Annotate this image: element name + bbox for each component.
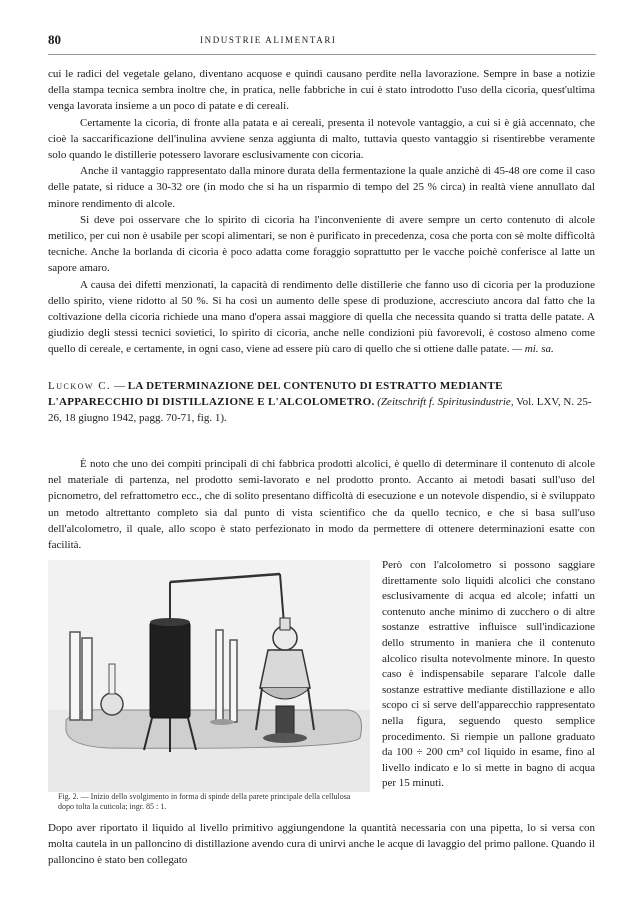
article-source-journal: (Zeitschrift f. Spiritusindustrie, xyxy=(377,396,514,408)
bottom-paragraph: Dopo aver riportato il liquido al livello primitivo aggiungendone la quantità necessaria con una pipetta, lo si versa con molta cautela in un palloncino di distillazione avendo cura di unirvi anche le acque di lavaggio del primo pallone. Quando il palloncino è stato ben collegato xyxy=(48,822,595,867)
paragraph-text: A causa dei difetti menzionati, la capacità di rendimento delle distillerie che fanno uso di cicoria per la produzione dello spirito, viene ridotto al 50 %. Si ha così un aumento delle spese di produzione, accresciuto ancora dal fatto che la coltivazione della cicoria richiede una mano d'opera assai maggiore di quella che necessita quando si tratta delle patate. A giudizio degli stessi tecnici sovietici, lo spirito di cicoria, anche nelle condizioni più favorevoli, è costoso almeno come quello di cereale, e certamente, in ogni caso, viene ad essere più caro di quello che si ottiene dalle patate. xyxy=(48,278,595,356)
header-rule xyxy=(48,54,596,55)
intro-paragraph: È noto che uno dei compiti principali di chi fabbrica prodotti alcolici, è quello di determinare il contenuto di alcole nel materiale di partenza, nel prodotto semi-lavorato e nel prodotto pronto. Accanto ai metodi basati sull'uso del picnometro, del refrattometro ecc., che di solito presentano difficoltà di esecuzione e un notevole dispendio, si è sviluppato un metodo altrettanto completo sia dal punto di vista scientifico che da quello tecnico, e che si basa sull'uso dell'alcolometro, il quale, allo scopo è stato perfezionato in modo da permettere di ottenere determinazioni esatte con facilità. xyxy=(48,458,595,552)
article-intro xyxy=(48,456,595,553)
article-source-details: Vol. LXV, N. 25-26, 18 giugno 1942, pagg. 70-71, fig. 1). xyxy=(48,396,592,424)
article-title: LA DETERMINAZIONE DEL CONTENUTO DI ESTRATTO MEDIANTE L'APPARECCHIO DI DISTILLAZIONE E L'ALCOLOMETRO. xyxy=(48,380,503,408)
prev-article-text xyxy=(48,66,595,358)
article-side-column xyxy=(382,558,595,792)
paragraph-last xyxy=(48,277,595,358)
paragraph: Si deve poi osservare che lo spirito di cicoria ha l'inconveniente di avere sempre un certo contenuto di alcole metilico, per cui non è usabile per scopi alimentari, se non è purificato in precedenza, cosa che porta con sè molte difficoltà tecniche. Anche la borlanda di cicoria è poco adatta come foraggio soprattutto per le vacche poichè conferisce al latte un sapore amaro. xyxy=(48,213,595,275)
article-author: Luckow C. xyxy=(48,380,112,392)
article-heading xyxy=(48,378,595,426)
figure-illustration xyxy=(48,560,370,792)
paragraph: Anche il vantaggio rappresentato dalla minore durata della fermentazione la quale anzichè di 45-48 ore come il caso delle patate, si riduce a 30-32 ore (in modo che si ha un risparmio di tempo del 25 % circa) in realtà viene annullato dal minore rendimento di alcole. xyxy=(48,165,595,210)
distillation-apparatus-figure xyxy=(48,560,370,792)
article-bottom-text xyxy=(48,820,595,869)
running-title: INDUSTRIE ALIMENTARI xyxy=(200,35,337,45)
page-number: 80 xyxy=(48,32,61,47)
paragraph: Certamente la cicoria, di fronte alla patata e ai cereali, presenta il notevole vantaggio, a cui si è già accennato, che cioè la saccarificazione dell'inulina avviene senza aggiunta di malto, tuttavia questo vantaggio si risentirebbe veramente solo quando le distillerie potessero lavorare esclusivamente con cicoria. xyxy=(48,116,595,162)
heading-dash: — xyxy=(111,380,128,392)
signature: — mi. sa. xyxy=(512,343,554,356)
paragraph: cui le radici del vegetale gelano, diventano acquose e quindi causano perdite nella lavorazione. Sempre in base a notizie della stampa tecnica sembra inoltre che, in pratica, nelle fabbriche in cui è stato introdotto l'uso della cicoria, quest'ultima venga lavorata insieme a un poco di patate e di cereali. xyxy=(48,68,595,113)
side-paragraph: Però con l'alcolometro si possono saggiare direttamente solo liquidi alcolici che constano esclusivamente di acqua ed alcole; infatti un contenuto anche minimo di zucchero o di altre sostanze estrattive influisce sull'indicazione dello strumento in maniera che il contenuto alcolico risulta notevolmente minore. In questo caso è indispensabile separare l'alcole dalle sostanze estrattive mediante distillazione e allo scopo ci si serve dell'apparecchio rappresentato nella figura, seguendo questo semplice procedimento. Si riempie un pallone graduato da 100 ÷ 200 cm³ col liquido in esame, fino al livello indicato e lo si mette in bagno di acqua per 15 minuti. xyxy=(382,559,595,790)
figure-caption: Fig. 2. — Inizio dello svolgimento in forma di spinde della parete principale della cellulosa dopo tolta la cuticola; ingr. 85 : 1. xyxy=(58,792,351,811)
